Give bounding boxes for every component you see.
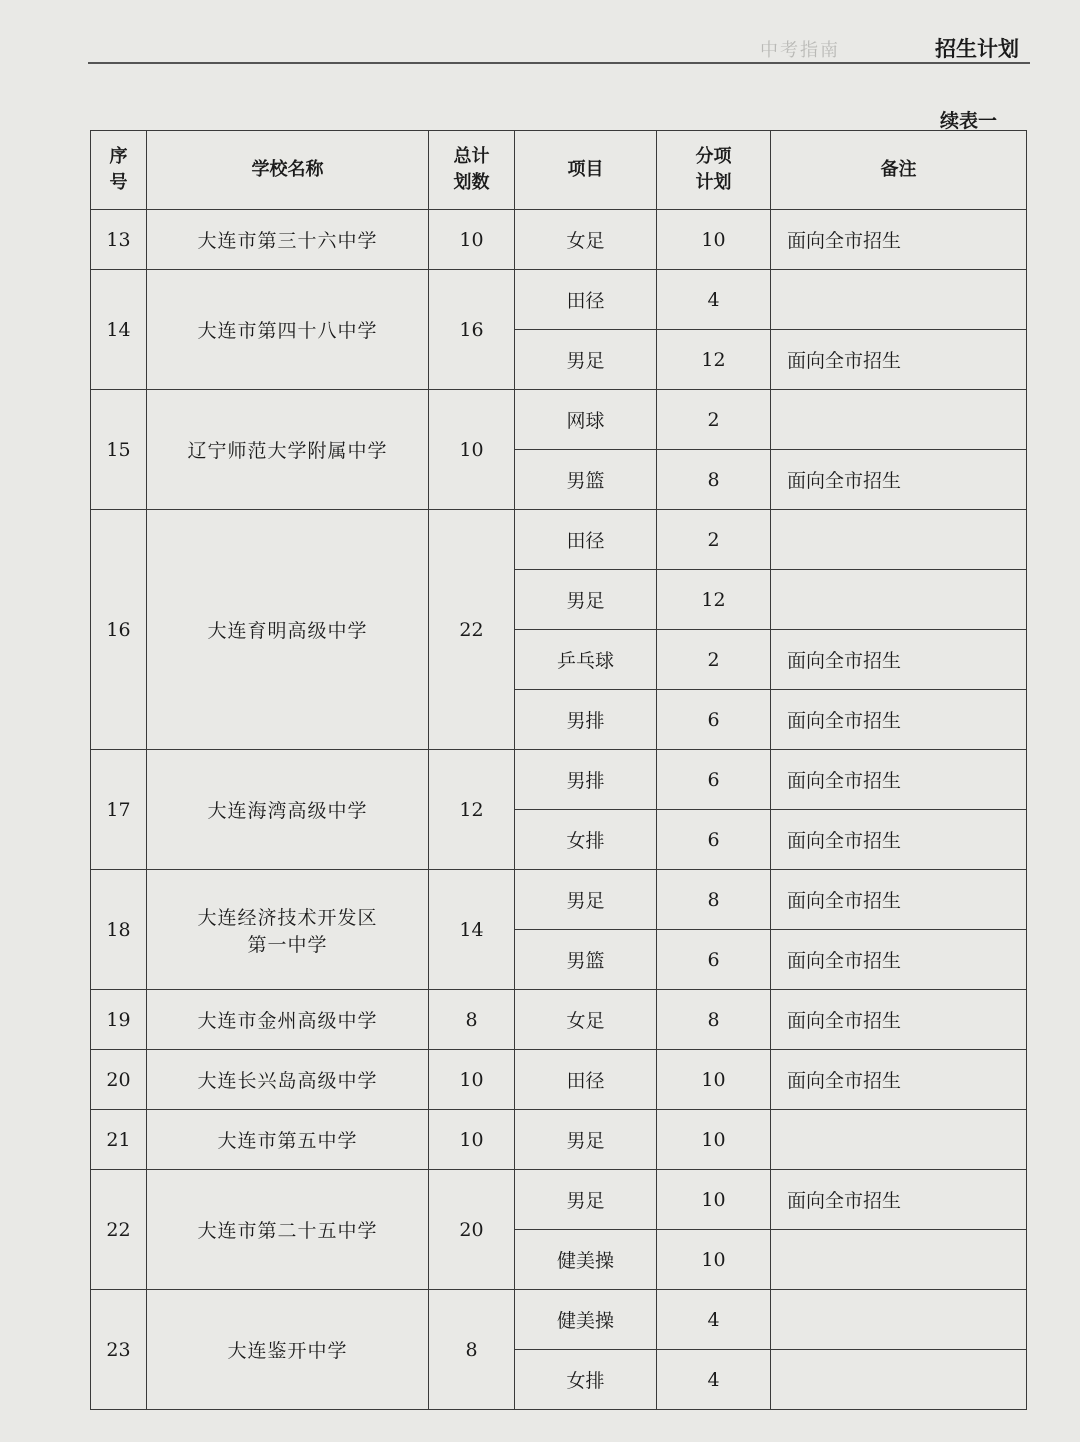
cell-sub-plan: 10 xyxy=(657,1170,771,1230)
cell-total: 10 xyxy=(429,210,515,270)
cell-sub-plan: 12 xyxy=(657,330,771,390)
cell-seq: 20 xyxy=(91,1050,147,1110)
header-school: 学校名称 xyxy=(147,131,429,210)
header-divider xyxy=(88,62,1030,64)
school-name-line: 第一中学 xyxy=(247,933,328,956)
cell-school xyxy=(147,1170,429,1290)
cell-sub-plan: 10 xyxy=(657,210,771,270)
table-header-row xyxy=(91,131,1027,210)
cell-sub-plan: 2 xyxy=(657,390,771,450)
cell-note: 面向全市招生 xyxy=(771,870,1027,930)
cell-total: 10 xyxy=(429,1050,515,1110)
cell-school xyxy=(147,750,429,870)
header-seq-line1: 序 xyxy=(109,146,128,167)
cell-seq: 15 xyxy=(91,390,147,510)
cell-sub-plan: 10 xyxy=(657,1230,771,1290)
table-row xyxy=(91,390,1027,450)
school-name-line: 大连市第五中学 xyxy=(217,1130,358,1152)
cell-sub-plan: 4 xyxy=(657,1290,771,1350)
cell-school xyxy=(147,1290,429,1410)
cell-sport: 女足 xyxy=(515,990,657,1050)
school-name-line: 大连经济技术开发区 xyxy=(197,906,378,929)
cell-total: 14 xyxy=(429,870,515,990)
header-sub-plan-line2: 计划 xyxy=(695,172,732,193)
cell-total: 20 xyxy=(429,1170,515,1290)
cell-sub-plan: 8 xyxy=(657,990,771,1050)
cell-seq: 18 xyxy=(91,870,147,990)
cell-sport: 健美操 xyxy=(515,1230,657,1290)
section-title: 招生计划 xyxy=(935,37,1019,61)
cell-sub-plan: 8 xyxy=(657,450,771,510)
cell-note: 面向全市招生 xyxy=(771,330,1027,390)
cell-sub-plan: 2 xyxy=(657,510,771,570)
table-row xyxy=(91,510,1027,570)
cell-sub-plan: 4 xyxy=(657,270,771,330)
cell-sub-plan: 6 xyxy=(657,690,771,750)
cell-seq: 13 xyxy=(91,210,147,270)
cell-seq: 19 xyxy=(91,990,147,1050)
school-name-line: 大连市金州高级中学 xyxy=(197,1010,378,1032)
cell-school xyxy=(147,870,429,990)
cell-sport: 男排 xyxy=(515,750,657,810)
cell-note: 面向全市招生 xyxy=(771,1170,1027,1230)
school-name-line: 大连育明高级中学 xyxy=(207,620,368,642)
school-name-line: 大连市第四十八中学 xyxy=(197,320,378,342)
header-total-line1: 总计 xyxy=(453,146,490,167)
school-name-line: 辽宁师范大学附属中学 xyxy=(187,440,388,462)
cell-sport: 网球 xyxy=(515,390,657,450)
table-row xyxy=(91,1050,1027,1110)
table-row xyxy=(91,1110,1027,1170)
cell-sport: 男足 xyxy=(515,330,657,390)
table-row xyxy=(91,1170,1027,1230)
cell-sport: 男篮 xyxy=(515,450,657,510)
cell-sub-plan: 10 xyxy=(657,1050,771,1110)
header-seq xyxy=(91,131,147,210)
cell-sport: 男足 xyxy=(515,870,657,930)
cell-sub-plan: 10 xyxy=(657,1110,771,1170)
table-body xyxy=(91,210,1027,1410)
cell-seq: 22 xyxy=(91,1170,147,1290)
cell-sport: 男篮 xyxy=(515,930,657,990)
cell-total: 10 xyxy=(429,390,515,510)
cell-note xyxy=(771,390,1027,450)
cell-school xyxy=(147,1110,429,1170)
header-sub-plan xyxy=(657,131,771,210)
cell-note: 面向全市招生 xyxy=(771,930,1027,990)
cell-school xyxy=(147,390,429,510)
cell-total: 8 xyxy=(429,990,515,1050)
cell-note xyxy=(771,270,1027,330)
cell-note: 面向全市招生 xyxy=(771,810,1027,870)
cell-total: 8 xyxy=(429,1290,515,1410)
cell-note xyxy=(771,510,1027,570)
cell-note xyxy=(771,570,1027,630)
header-sport: 项目 xyxy=(515,131,657,210)
table-row xyxy=(91,750,1027,810)
cell-note: 面向全市招生 xyxy=(771,630,1027,690)
cell-sub-plan: 6 xyxy=(657,810,771,870)
header-note: 备注 xyxy=(771,131,1027,210)
cell-sport: 女排 xyxy=(515,810,657,870)
table-row xyxy=(91,1290,1027,1350)
running-header-text: 中考指南 xyxy=(760,40,840,61)
cell-sport: 女排 xyxy=(515,1350,657,1410)
cell-note: 面向全市招生 xyxy=(771,450,1027,510)
school-name-line: 大连鉴开中学 xyxy=(227,1340,348,1362)
cell-sport: 女足 xyxy=(515,210,657,270)
continued-label: 续表一 xyxy=(940,110,998,132)
cell-sub-plan: 6 xyxy=(657,750,771,810)
header-seq-line2: 号 xyxy=(109,172,128,193)
table-row xyxy=(91,990,1027,1050)
school-name-line: 大连市第三十六中学 xyxy=(197,230,378,252)
header-sub-plan-line1: 分项 xyxy=(695,146,732,167)
enrollment-plan-table xyxy=(90,130,1027,1410)
cell-sport: 乒乓球 xyxy=(515,630,657,690)
cell-sport: 田径 xyxy=(515,510,657,570)
cell-note: 面向全市招生 xyxy=(771,750,1027,810)
cell-sub-plan: 8 xyxy=(657,870,771,930)
cell-school xyxy=(147,1050,429,1110)
cell-sport: 男足 xyxy=(515,1170,657,1230)
cell-note xyxy=(771,1230,1027,1290)
cell-note xyxy=(771,1110,1027,1170)
school-name-line: 大连长兴岛高级中学 xyxy=(197,1070,378,1092)
cell-total: 12 xyxy=(429,750,515,870)
cell-sport: 健美操 xyxy=(515,1290,657,1350)
cell-sub-plan: 12 xyxy=(657,570,771,630)
cell-sub-plan: 6 xyxy=(657,930,771,990)
cell-seq: 23 xyxy=(91,1290,147,1410)
cell-seq: 21 xyxy=(91,1110,147,1170)
cell-total: 22 xyxy=(429,510,515,750)
cell-note: 面向全市招生 xyxy=(771,990,1027,1050)
table-row xyxy=(91,870,1027,930)
cell-note xyxy=(771,1290,1027,1350)
cell-seq: 16 xyxy=(91,510,147,750)
cell-school xyxy=(147,510,429,750)
cell-school xyxy=(147,210,429,270)
table-row xyxy=(91,270,1027,330)
cell-sub-plan: 4 xyxy=(657,1350,771,1410)
header-total-line2: 划数 xyxy=(453,172,490,193)
cell-note: 面向全市招生 xyxy=(771,210,1027,270)
cell-school xyxy=(147,990,429,1050)
table-row xyxy=(91,210,1027,270)
cell-sport: 男足 xyxy=(515,570,657,630)
cell-seq: 17 xyxy=(91,750,147,870)
school-name-line: 大连市第二十五中学 xyxy=(197,1220,378,1242)
cell-sport: 田径 xyxy=(515,1050,657,1110)
cell-sport: 男排 xyxy=(515,690,657,750)
header-total xyxy=(429,131,515,210)
cell-sport: 男足 xyxy=(515,1110,657,1170)
cell-note xyxy=(771,1350,1027,1410)
cell-note: 面向全市招生 xyxy=(771,690,1027,750)
cell-total: 16 xyxy=(429,270,515,390)
cell-school xyxy=(147,270,429,390)
cell-note: 面向全市招生 xyxy=(771,1050,1027,1110)
cell-sub-plan: 2 xyxy=(657,630,771,690)
cell-sport: 田径 xyxy=(515,270,657,330)
school-name-line: 大连海湾高级中学 xyxy=(207,800,368,822)
cell-seq: 14 xyxy=(91,270,147,390)
cell-total: 10 xyxy=(429,1110,515,1170)
